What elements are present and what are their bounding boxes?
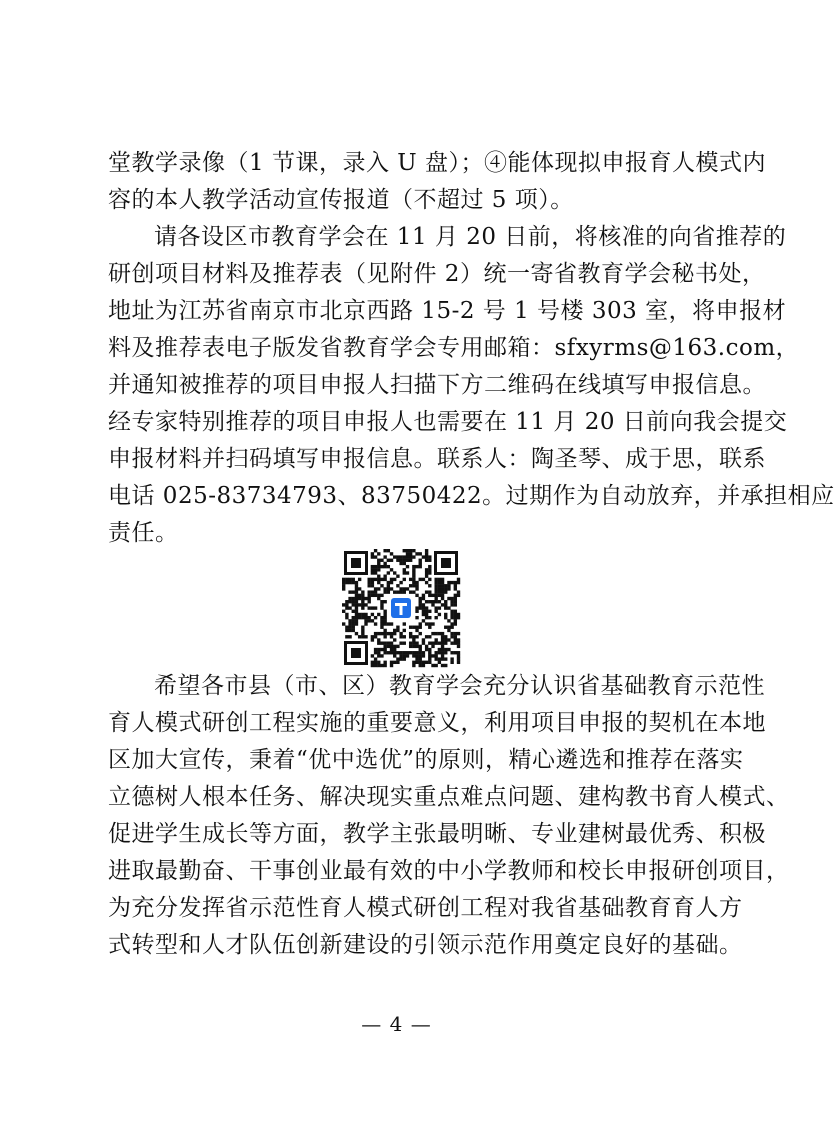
lower-text-block xyxy=(108,668,790,964)
text-line: 堂教学录像（1 节课，录入 U 盘）；④能体现拟申报育人模式内 xyxy=(108,150,766,176)
upper-text-block xyxy=(108,145,835,552)
qr-code-icon[interactable] xyxy=(342,549,460,667)
paragraph-continuation xyxy=(108,145,766,219)
text-line: 区加大宣传，秉着“优中选优”的原则，精心遴选和推荐在落实 xyxy=(108,747,744,773)
text-line: 地址为江苏省南京市北京西路 15-2 号 1 号楼 303 室，将申报材 xyxy=(108,298,787,324)
text-line: 容的本人教学活动宣传报道（不超过 5 项）。 xyxy=(108,187,574,213)
text-line: 立德树人根本任务、解决现实重点难点问题、建构教书育人模式、 xyxy=(108,784,790,810)
text-line: 责任。 xyxy=(108,520,179,546)
qr-code-graphic xyxy=(342,549,460,667)
tencent-docs-logo-icon xyxy=(389,596,413,620)
text-line: 申报材料并扫码填写申报信息。联系人：陶圣琴、成于思，联系 xyxy=(108,446,766,472)
page-number: — 4 — xyxy=(361,1012,432,1036)
paragraph-submission xyxy=(108,219,835,552)
text-line: 料及推荐表电子版发省教育学会专用邮箱：sfxyrms@163.com， xyxy=(108,335,800,361)
text-line: 经专家特别推荐的项目申报人也需要在 11 月 20 日前向我会提交 xyxy=(108,409,788,435)
text-line: 式转型和人才队伍创新建设的引领示范作用奠定良好的基础。 xyxy=(108,932,743,958)
text-line: 育人模式研创工程实施的重要意义，利用项目申报的契机在本地 xyxy=(108,710,766,736)
text-line: 促进学生成长等方面，教学主张最明晰、专业建树最优秀、积极 xyxy=(108,821,766,847)
text-line: 希望各市县（市、区）教育学会充分认识省基础教育示范性 xyxy=(154,673,765,699)
text-line: 请各设区市教育学会在 11 月 20 日前，将核准的向省推荐的 xyxy=(154,224,787,250)
paragraph-hope xyxy=(108,668,790,964)
text-line: 研创项目材料及推荐表（见附件 2）统一寄省教育学会秘书处， xyxy=(108,261,766,287)
text-line: 并通知被推荐的项目申报人扫描下方二维码在线填写申报信息。 xyxy=(108,372,766,398)
text-line: 电话 025-83734793、83750422。过期作为自动放弃，并承担相应 xyxy=(108,483,835,509)
text-line: 为充分发挥省示范性育人模式研创工程对我省基础教育育人方 xyxy=(108,895,743,921)
text-line: 进取最勤奋、干事创业最有效的中小学教师和校长申报研创项目， xyxy=(108,858,790,884)
